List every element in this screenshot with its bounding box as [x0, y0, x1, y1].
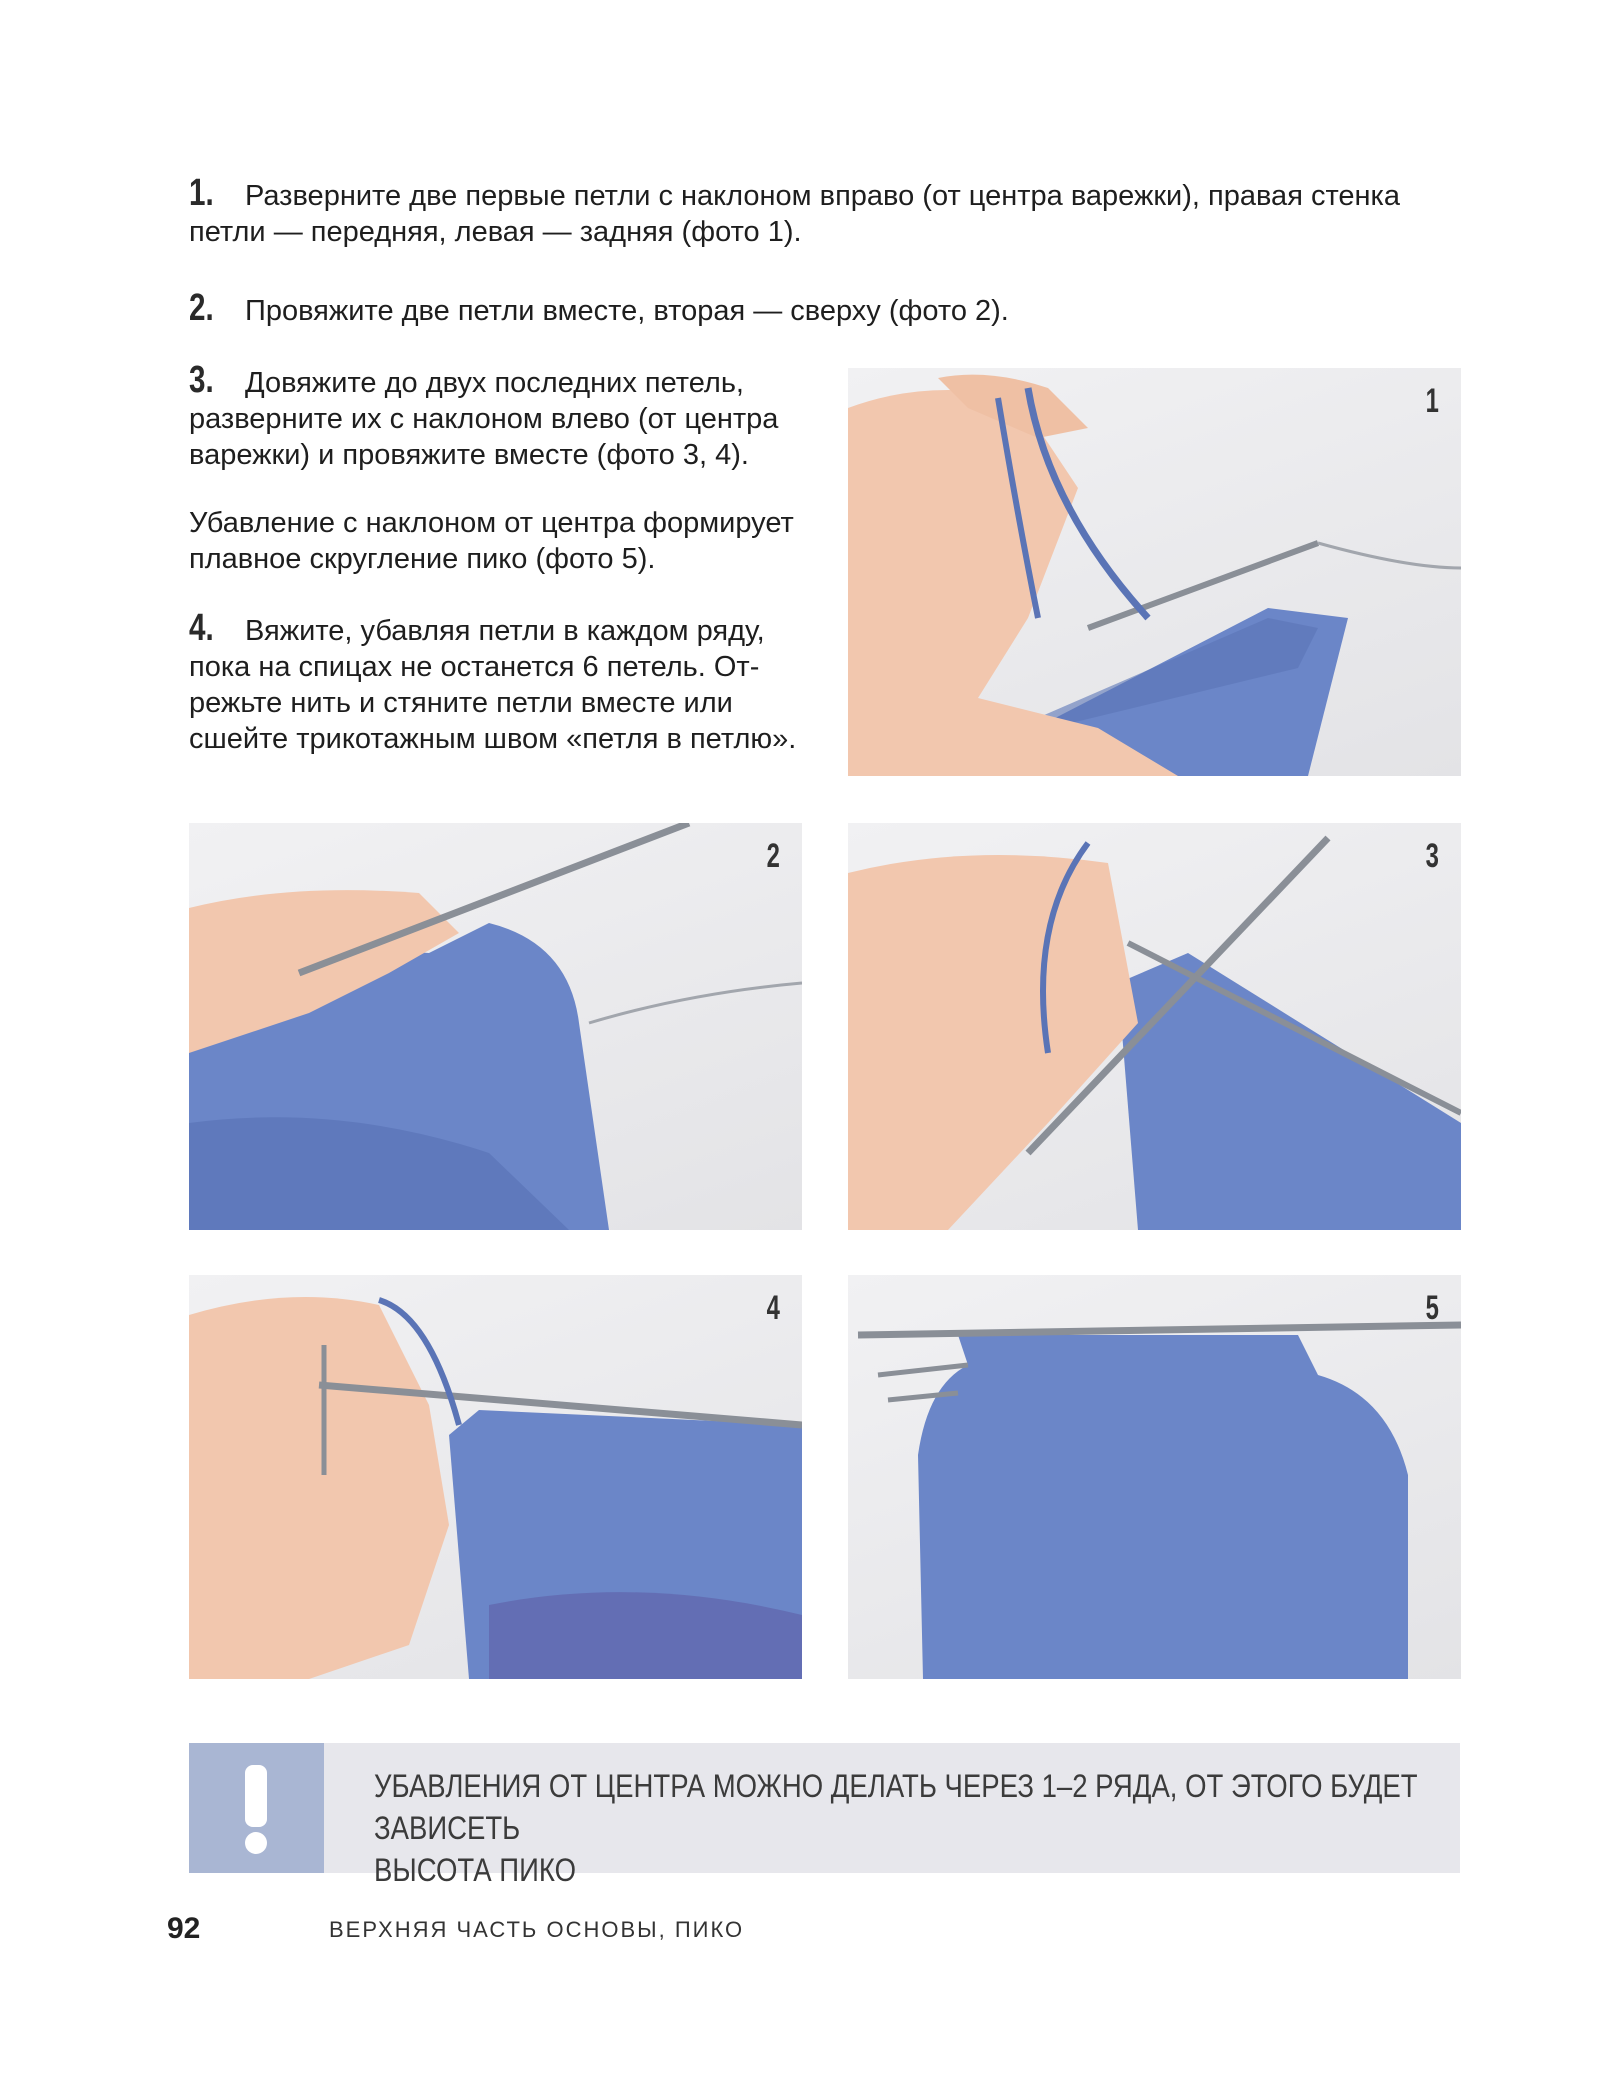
step-text-line: пока на спицах не останется 6 петель. От- — [189, 651, 760, 683]
note-paragraph — [189, 505, 829, 577]
step-2 — [189, 287, 1479, 329]
photo-2 — [189, 823, 802, 1230]
photo-number: 2 — [766, 837, 780, 875]
step-number: 1. — [189, 172, 214, 214]
note-line: Убавление с наклоном от центра формирует — [189, 507, 794, 539]
step-number: 4. — [189, 607, 214, 649]
step-number: 2. — [189, 287, 214, 329]
photo-hand-knitting-image — [189, 823, 802, 1230]
photo-knitted-piece-image — [848, 1275, 1461, 1679]
step-3 — [189, 359, 829, 473]
step-text-line: разверните их с наклоном влево (от центра — [189, 403, 779, 435]
page-number: 92 — [167, 1912, 201, 1945]
step-text-line: режьте нить и стяните петли вместе или — [189, 687, 733, 719]
step-text-line: сшейте трикотажным швом «петля в петлю». — [189, 723, 797, 755]
tip-box — [189, 1743, 1460, 1888]
tip-accent-bar — [189, 1743, 324, 1873]
step-text-line: петли — передняя, левая — задняя (фото 1). — [189, 216, 802, 248]
photo-number: 4 — [766, 1289, 780, 1327]
step-text-line: Вяжите, убавляя петли в каждом ряду, — [245, 615, 765, 647]
step-1 — [189, 172, 1479, 250]
step-text: Провяжите две петли вместе, вторая — сверху (фото 2). — [245, 295, 1009, 327]
photo-number: 1 — [1425, 382, 1439, 420]
photo-number: 3 — [1425, 837, 1439, 875]
note-line: плавное скругление пико (фото 5). — [189, 543, 656, 575]
step-4 — [189, 607, 829, 757]
photo-hand-knitting-image — [189, 1275, 802, 1679]
step-text-line: Довяжите до двух последних петель, — [245, 367, 744, 399]
photo-5 — [848, 1275, 1461, 1679]
photo-4 — [189, 1275, 802, 1679]
exclamation-icon — [189, 1743, 324, 1873]
step-text-line: варежки) и провяжите вместе (фото 3, 4). — [189, 439, 749, 471]
tip-line: ВЫСОТА ПИКО — [374, 1852, 576, 1888]
tip-line: УБАВЛЕНИЯ ОТ ЦЕНТРА МОЖНО ДЕЛАТЬ ЧЕРЕЗ 1–2 РЯДА, ОТ ЭТОГО БУДЕТ ЗАВИСЕТЬ — [374, 1768, 1418, 1846]
tip-text — [374, 1765, 1432, 1891]
step-number: 3. — [189, 359, 214, 401]
photo-1 — [848, 368, 1461, 776]
photo-hand-knitting-image — [848, 823, 1461, 1230]
section-title: ВЕРХНЯЯ ЧАСТЬ ОСНОВЫ, ПИКО — [329, 1917, 745, 1942]
photo-number: 5 — [1425, 1289, 1439, 1327]
photo-hand-knitting-image — [848, 368, 1461, 776]
step-text-line: Разверните две первые петли с наклоном вправо (от центра варежки), правая стенка — [245, 180, 1401, 212]
photo-3 — [848, 823, 1461, 1230]
